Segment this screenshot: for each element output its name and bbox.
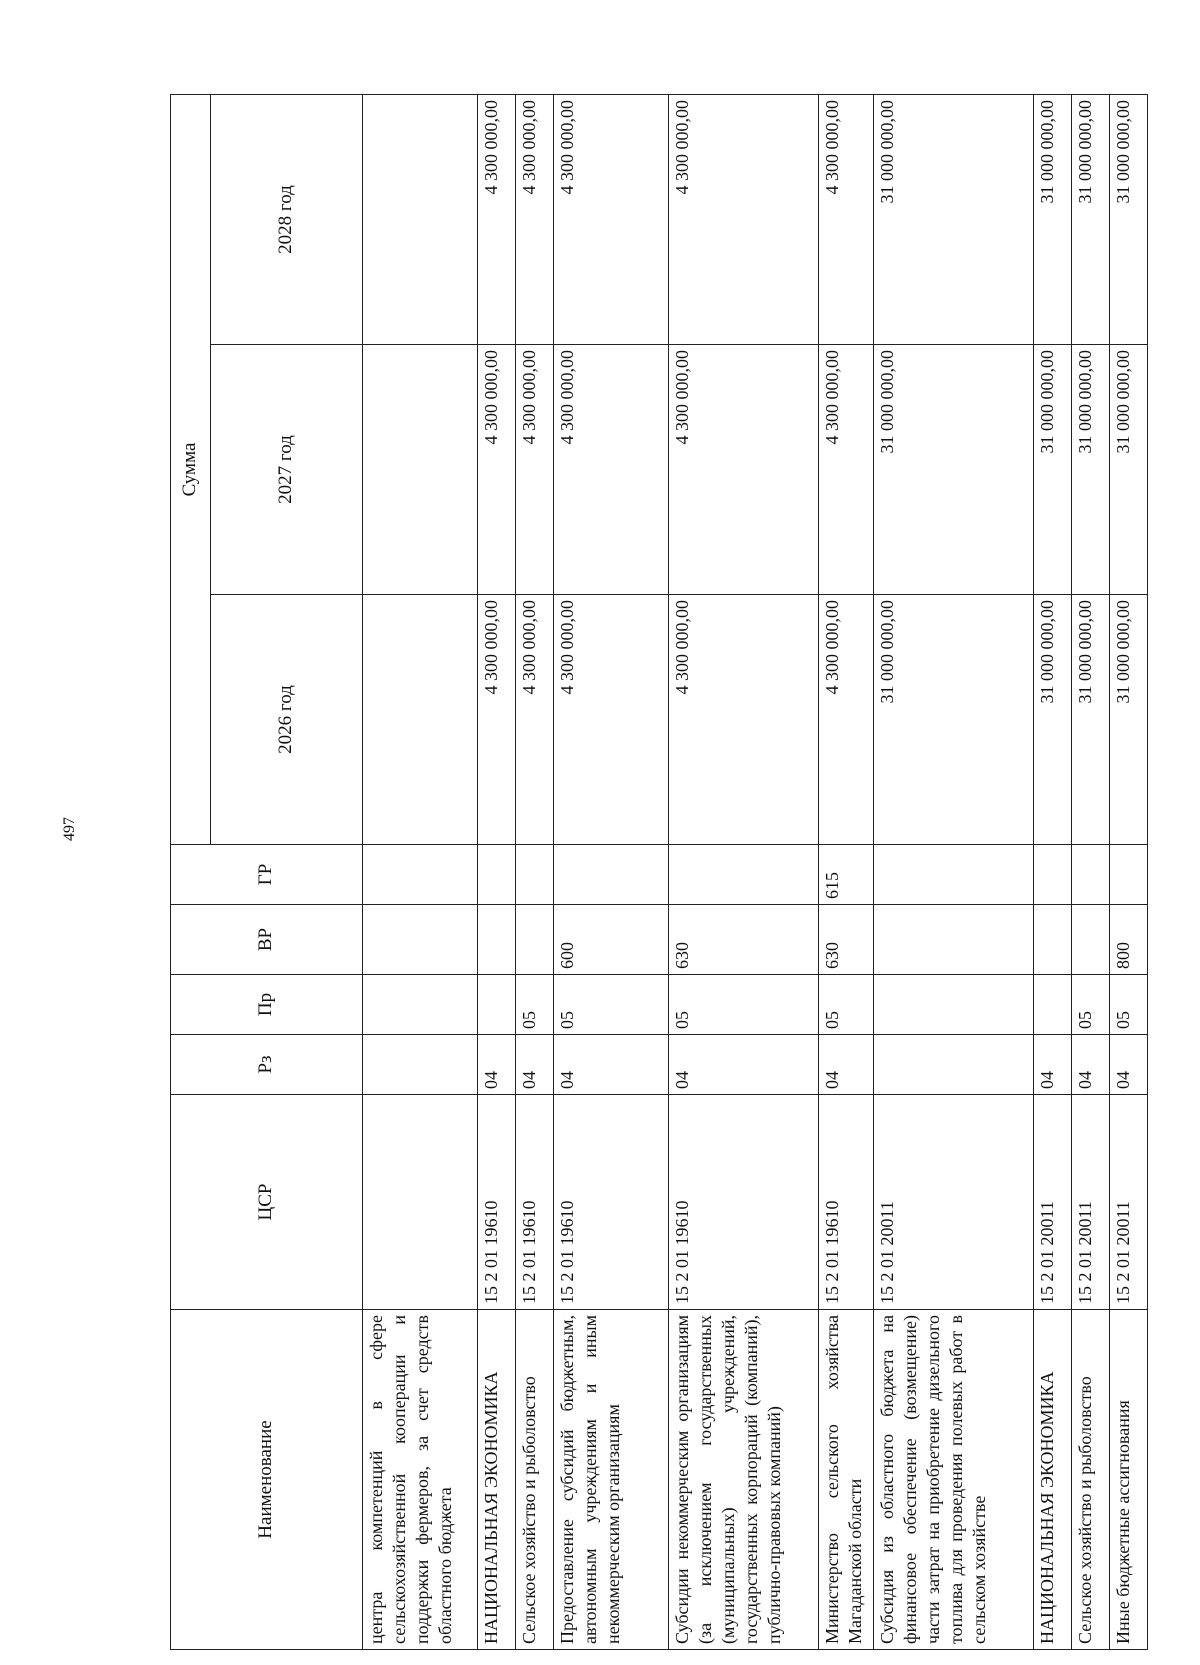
cell-name: Иные бюджетные ассигнования — [1110, 1310, 1148, 1650]
header-sum: Сумма — [171, 94, 211, 844]
cell-y2028: 4 300 000,00 — [516, 94, 554, 344]
cell-rz: 04 — [1072, 1035, 1110, 1095]
cell-y2028: 31 000 000,00 — [1110, 94, 1148, 344]
header-year-2026: 2026 год — [211, 595, 363, 845]
cell-name: НАЦИОНАЛЬНАЯ ЭКОНОМИКА — [478, 1310, 516, 1650]
cell-y2026 — [363, 595, 478, 845]
cell-y2026: 31 000 000,00 — [874, 595, 1034, 845]
rotated-page-content — [170, 95, 1133, 1650]
cell-y2027 — [363, 345, 478, 595]
cell-gr — [478, 845, 516, 905]
cell-name: Министерство сельского хозяйства Магаданской области — [819, 1310, 874, 1650]
cell-pr: 05 — [819, 975, 874, 1035]
cell-pr — [1034, 975, 1072, 1035]
cell-name: НАЦИОНАЛЬНАЯ ЭКОНОМИКА — [1034, 1310, 1072, 1650]
cell-pr: 05 — [1072, 975, 1110, 1035]
cell-vr — [1034, 905, 1072, 975]
header-csr: ЦСР — [171, 1095, 363, 1310]
cell-vr: 800 — [1110, 905, 1148, 975]
cell-y2028: 31 000 000,00 — [1072, 94, 1110, 344]
cell-y2028: 31 000 000,00 — [874, 94, 1034, 344]
cell-y2028 — [363, 94, 478, 344]
cell-csr: 15 2 01 19610 — [554, 1095, 669, 1310]
table-row — [363, 94, 478, 1649]
cell-name: Сельское хозяйство и рыболовство — [516, 1310, 554, 1650]
table-row — [1110, 94, 1148, 1649]
cell-y2028: 4 300 000,00 — [819, 94, 874, 344]
cell-rz: 04 — [516, 1035, 554, 1095]
cell-y2028: 4 300 000,00 — [478, 94, 516, 344]
table-row — [819, 94, 874, 1649]
table-row — [1034, 94, 1072, 1649]
cell-rz — [363, 1035, 478, 1095]
cell-csr: 15 2 01 20011 — [1034, 1095, 1072, 1310]
cell-y2026: 31 000 000,00 — [1072, 595, 1110, 845]
header-pr: Пр — [171, 975, 363, 1035]
cell-y2026: 4 300 000,00 — [516, 595, 554, 845]
cell-gr — [1034, 845, 1072, 905]
cell-y2026: 31 000 000,00 — [1034, 595, 1072, 845]
cell-y2027: 4 300 000,00 — [478, 345, 516, 595]
cell-vr: 600 — [554, 905, 669, 975]
cell-y2027: 31 000 000,00 — [1034, 345, 1072, 595]
cell-vr: 630 — [819, 905, 874, 975]
cell-y2027: 4 300 000,00 — [554, 345, 669, 595]
cell-rz: 04 — [1110, 1035, 1148, 1095]
cell-gr — [516, 845, 554, 905]
table-row — [516, 94, 554, 1649]
cell-gr — [1072, 845, 1110, 905]
header-year-2028: 2028 год — [211, 94, 363, 344]
cell-vr — [516, 905, 554, 975]
cell-rz: 04 — [669, 1035, 819, 1095]
table-row — [1072, 94, 1110, 1649]
cell-y2026: 4 300 000,00 — [669, 595, 819, 845]
cell-pr: 05 — [669, 975, 819, 1035]
cell-csr: 15 2 01 20011 — [1072, 1095, 1110, 1310]
header-rz: Рз — [171, 1035, 363, 1095]
cell-gr — [669, 845, 819, 905]
cell-y2028: 31 000 000,00 — [1034, 94, 1072, 344]
cell-rz — [874, 1035, 1034, 1095]
cell-csr: 15 2 01 20011 — [874, 1095, 1034, 1310]
cell-rz: 04 — [478, 1035, 516, 1095]
cell-name: Субсидия из областного бюджета на финансовое обеспечение (возмещение) части затрат на приобретение дизельного топлива для проведения полевых работ в сельском хозяйстве — [874, 1310, 1034, 1650]
header-vr: ВР — [171, 905, 363, 975]
cell-y2027: 4 300 000,00 — [669, 345, 819, 595]
cell-gr — [554, 845, 669, 905]
cell-gr: 615 — [819, 845, 874, 905]
cell-rz: 04 — [554, 1035, 669, 1095]
cell-rz: 04 — [819, 1035, 874, 1095]
cell-y2026: 4 300 000,00 — [554, 595, 669, 845]
cell-pr — [874, 975, 1034, 1035]
cell-y2027: 4 300 000,00 — [516, 345, 554, 595]
cell-y2026: 31 000 000,00 — [1110, 595, 1148, 845]
cell-y2027: 31 000 000,00 — [874, 345, 1034, 595]
cell-csr: 15 2 01 20011 — [1110, 1095, 1148, 1310]
cell-rz: 04 — [1034, 1035, 1072, 1095]
header-row-top — [171, 94, 211, 1649]
cell-y2028: 4 300 000,00 — [554, 94, 669, 344]
table-row — [478, 94, 516, 1649]
cell-csr: 15 2 01 19610 — [516, 1095, 554, 1310]
cell-vr — [363, 905, 478, 975]
cell-y2026: 4 300 000,00 — [478, 595, 516, 845]
cell-name: Субсидии некоммерческим организациям (за исключением государственных (муниципальных) учреждений, государственных корпораций (компаний), публично-правовых компаний) — [669, 1310, 819, 1650]
cell-y2027: 31 000 000,00 — [1110, 345, 1148, 595]
header-name: Наименование — [171, 1310, 363, 1650]
cell-y2027: 4 300 000,00 — [819, 345, 874, 595]
cell-y2026: 4 300 000,00 — [819, 595, 874, 845]
cell-gr — [874, 845, 1034, 905]
cell-csr — [363, 1095, 478, 1310]
cell-name: Сельское хозяйство и рыболовство — [1072, 1310, 1110, 1650]
cell-csr: 15 2 01 19610 — [478, 1095, 516, 1310]
cell-vr — [874, 905, 1034, 975]
cell-pr: 05 — [554, 975, 669, 1035]
cell-pr: 05 — [516, 975, 554, 1035]
cell-vr — [478, 905, 516, 975]
header-year-2027: 2027 год — [211, 345, 363, 595]
cell-vr: 630 — [669, 905, 819, 975]
table-row — [669, 94, 819, 1649]
cell-gr — [363, 845, 478, 905]
cell-vr — [1072, 905, 1110, 975]
cell-y2027: 31 000 000,00 — [1072, 345, 1110, 595]
budget-table — [170, 94, 1148, 1650]
cell-y2028: 4 300 000,00 — [669, 94, 819, 344]
cell-gr — [1110, 845, 1148, 905]
cell-pr: 05 — [1110, 975, 1148, 1035]
cell-pr — [363, 975, 478, 1035]
table-row — [554, 94, 669, 1649]
cell-csr: 15 2 01 19610 — [819, 1095, 874, 1310]
cell-csr: 15 2 01 19610 — [669, 1095, 819, 1310]
cell-name: центра компетенций в сфере сельскохозяйственной кооперации и поддержки фермеров, за счет средств областного бюджета — [363, 1310, 478, 1650]
cell-name: Предоставление субсидий бюджетным, автономным учреждениям и иным некоммерческим организациям — [554, 1310, 669, 1650]
page-number: 497 — [61, 817, 78, 841]
cell-pr — [478, 975, 516, 1035]
table-row — [874, 94, 1034, 1649]
header-gr: ГР — [171, 845, 363, 905]
